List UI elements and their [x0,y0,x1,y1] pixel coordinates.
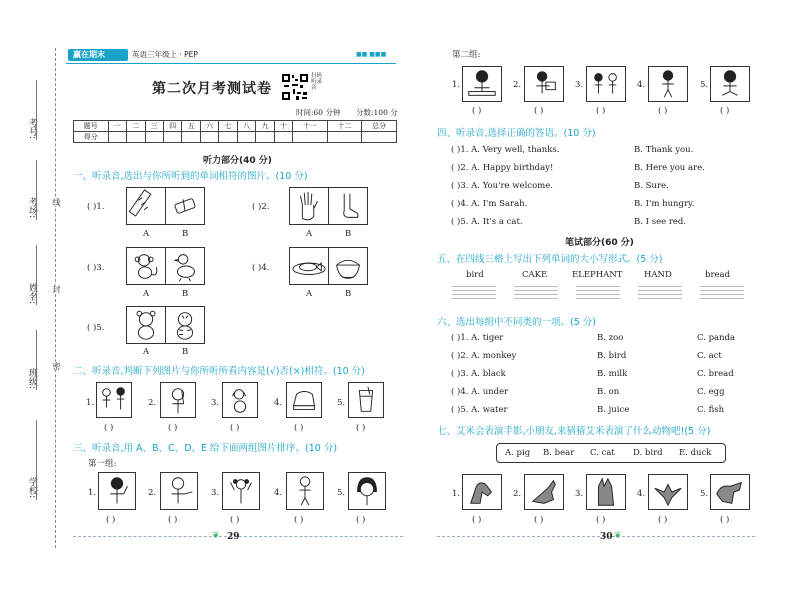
s7-number: 4. [637,489,646,499]
dog-icon [232,390,245,413]
s2-picture-1[interactable] [96,382,132,418]
score-cell: 一 [108,121,126,132]
s2-answer-4[interactable]: ( ) [294,423,304,433]
group-2-label: 第二组: [452,50,481,60]
s1-item-4-number[interactable]: ( )4. [252,263,270,273]
rice-picture[interactable] [328,247,368,285]
s7-choice: B. bear [543,448,575,458]
s4-option-b-5: B. I see red. [634,217,687,227]
s6-option-b-2: B. bird [597,351,627,361]
score-table [73,120,397,143]
score-cell: 五 [182,121,200,132]
duck-picture[interactable] [165,247,205,285]
option-b-label: B [182,289,189,299]
s7-answer-5[interactable]: ( ) [720,515,730,525]
four-line-grid[interactable] [452,286,496,302]
s7-number: 2. [513,489,522,499]
s7-answer-1[interactable]: ( ) [472,515,482,525]
s4-option-b-3: B. Sure. [634,181,669,191]
option-a-label: A [143,289,150,299]
g2-number: 2. [513,80,522,90]
score-entry[interactable] [182,132,200,143]
boy-sitting-icon [722,71,737,96]
s5-word: CAKE [522,270,548,280]
option-b-label: B [182,347,189,357]
ruler-icon [129,190,150,216]
juice-glass-icon [359,387,372,412]
footer-rule [437,536,755,537]
hand-icon [300,192,317,220]
gutter-write-line[interactable] [36,420,37,500]
boy-touching-head-icon [172,389,183,414]
s5-word: bread [705,270,731,280]
exam-score: 分数:100 分 [356,108,398,117]
s1-item-5-number[interactable]: ( )5. [87,323,105,333]
s6-option-b-1: B. zoo [597,333,624,343]
g2-answer-3[interactable]: ( ) [596,106,606,116]
hand-shadow-icon [655,484,681,505]
option-b-label: B [182,229,189,239]
page-number-left: 29 [227,532,240,542]
boy-pointing-icon [171,478,192,504]
s6-option-c-2: C. act [697,351,722,361]
s6-option-c-5: C. fish [697,405,725,415]
s7-number: 1. [452,489,461,499]
s2-picture-5[interactable] [348,382,384,418]
eraser-icon [174,198,195,213]
s3-number: 1. [88,488,97,498]
fish-picture[interactable] [289,247,329,285]
s3-answer-3[interactable]: ( ) [230,515,240,525]
girl-reading-icon [536,72,555,94]
score-cell: 二 [127,121,145,132]
s3-picture-1[interactable] [98,472,136,510]
g2-picture-1[interactable] [462,66,502,102]
score-entry[interactable] [274,132,292,143]
s2-number: 2. [148,398,157,408]
two-people-greeting-icon [103,388,125,410]
header-subject: 英语三年级上 · PEP [132,50,198,59]
score-cell: 题号 [74,121,109,132]
qr-label: 扫码听录音 [311,73,323,91]
s3-number: 4. [274,488,283,498]
g2-picture-2[interactable] [524,66,564,102]
s7-answer-3[interactable]: ( ) [596,515,606,525]
s4-question-3[interactable]: ( )3. A. You're welcome. [451,181,553,191]
gutter-write-line[interactable] [36,160,37,220]
s5-word: HAND [644,270,672,280]
g2-answer-2[interactable]: ( ) [534,106,544,116]
group-1-label: 第一组: [88,459,117,469]
s6-option-c-3: C. bread [697,369,734,379]
two-kids-icon [595,74,617,94]
s7-shadow-picture-2[interactable] [524,474,564,510]
score-entry[interactable] [293,132,328,143]
bear-icon [137,311,155,339]
s5-word: bird [466,270,484,280]
g2-answer-5[interactable]: ( ) [720,106,730,116]
s1-item-3-number[interactable]: ( )3. [87,263,105,273]
header-right-note: ■■ ■■■ [356,51,387,58]
exam-time: 时间:60 分钟 [296,108,341,117]
g2-number: 4. [637,80,646,90]
score-cell: 十一 [293,121,328,132]
s4-question-1[interactable]: ( )1. A. Very well, thanks. [451,145,560,155]
ruler-picture[interactable] [126,187,166,225]
score-entry[interactable] [108,132,126,143]
s7-answer-4[interactable]: ( ) [658,515,668,525]
bread-icon [294,392,315,410]
qr-code[interactable] [281,73,309,101]
gutter-label-id: 考号: [27,118,37,140]
s6-option-c-1: C. panda [697,333,736,343]
score-cell: 三 [145,121,163,132]
option-b-label: B [345,229,352,239]
s6-option-b-4: B. on [597,387,620,397]
four-line-grid[interactable] [514,286,558,302]
s6-question-3[interactable]: ( )3. A. black [451,369,506,379]
s3-picture-2[interactable] [160,472,198,510]
section-7-title: 七、艾米会表演手影,小朋友,来猜猜艾米表演了什么动物吧!(5 分) [437,426,711,437]
g2-number: 1. [452,80,461,90]
s2-answer-1[interactable]: ( ) [104,423,114,433]
hand-shadow-icon [533,481,556,504]
foot-icon [344,194,358,218]
s2-number: 5. [337,398,346,408]
s7-shadow-picture-4[interactable] [648,474,688,510]
s6-question-5[interactable]: ( )5. A. water [451,405,508,415]
score-cell: 九 [256,121,274,132]
option-a-label: A [306,289,313,299]
score-cell: 七 [219,121,237,132]
s2-answer-2[interactable]: ( ) [168,423,178,433]
tiger-picture[interactable] [165,306,205,344]
g2-answer-1[interactable]: ( ) [472,106,482,116]
s2-answer-5[interactable]: ( ) [356,423,366,433]
gutter-mark-seal: 封 [52,285,61,293]
s2-number: 1. [86,398,95,408]
g2-picture-4[interactable] [648,66,688,102]
hand-shadow-icon [598,479,613,505]
monkey-icon [135,255,157,279]
page-header [66,46,396,64]
leaf-icon: ❦ [614,531,622,541]
section-4-title: 四、听录音,选择正确的答语。(10 分) [437,128,596,139]
score-entry[interactable] [327,132,362,143]
score-cell: 四 [163,121,181,132]
s3-picture-3[interactable] [222,472,260,510]
tiger-icon [177,313,192,340]
binding-line [55,48,56,548]
girl-face-icon [358,478,377,505]
s7-shadow-picture-1[interactable] [462,474,502,510]
duck-icon [175,255,195,282]
hand-shadow-icon [717,483,742,504]
eraser-picture[interactable] [165,187,205,225]
s2-picture-2[interactable] [160,382,196,418]
s3-answer-4[interactable]: ( ) [294,515,304,525]
hand-picture[interactable] [289,187,329,225]
s3-answer-5[interactable]: ( ) [356,515,366,525]
s3-picture-4[interactable] [286,472,324,510]
s1-item-2-number[interactable]: ( )2. [252,202,270,212]
s2-picture-3[interactable] [222,382,258,418]
fish-icon [293,263,325,274]
score-table-score-row [74,132,397,143]
g2-number: 5. [700,80,709,90]
s3-picture-5[interactable] [348,472,386,510]
s2-answer-3[interactable]: ( ) [230,423,240,433]
score-cell: 十 [274,121,292,132]
s2-number: 3. [211,398,220,408]
rice-bowl-icon [337,260,360,278]
header-rule [66,63,396,64]
section-6-title: 六、选出每组中不同类的一项。(5 分) [437,317,596,328]
section-5-title: 五、在四线三格上写出下列单词的大小写形式。(5 分) [437,254,663,265]
score-entry[interactable] [127,132,145,143]
s7-shadow-picture-5[interactable] [710,474,750,510]
leaf-icon: ❦ [212,531,220,541]
score-entry[interactable] [200,132,218,143]
page-number-right: 30 [600,532,613,542]
gutter-mark-line: 线 [52,198,61,206]
s4-question-5[interactable]: ( )5. A. It's a cat. [451,217,523,227]
hand-shadow-icon [471,483,492,503]
s2-number: 4. [274,398,283,408]
s1-item-1-number[interactable]: ( )1. [87,202,105,212]
option-a-label: A [143,347,150,357]
s3-number: 2. [148,488,157,498]
listening-section-title: 听力部分(40 分) [203,156,272,166]
girl-standing-icon [662,71,673,97]
s6-option-b-5: B. juice [597,405,630,415]
exam-title: 第二次月考测试卷 [152,81,272,97]
s5-word: ELEPHANT [572,270,623,280]
section-2-title: 二、听录音,判断下列图片与你所听所看内容是(√)否(×)相符。(10 分) [73,366,365,377]
four-line-grid[interactable] [700,286,744,302]
foot-picture[interactable] [328,187,368,225]
brand-logo [68,49,128,61]
gutter-write-line[interactable] [36,80,37,140]
girl-arms-up-icon [231,480,252,504]
s7-choice: E. duck [679,448,712,458]
gutter-label-room: 考场: [27,197,37,219]
score-cell: 八 [237,121,255,132]
score-entry[interactable] [362,132,397,143]
s6-question-1[interactable]: ( )1. A. tiger [451,333,504,343]
s7-choice: C. cat [590,448,615,458]
score-entry[interactable] [219,132,237,143]
s7-choice: A. pig [505,448,531,458]
score-cell: 得分 [74,132,109,143]
boy-at-desk-icon [469,71,495,96]
s7-answer-2[interactable]: ( ) [534,515,544,525]
gutter-label-school: 学校: [27,477,37,499]
score-table-header-row [74,121,397,132]
s3-answer-2[interactable]: ( ) [168,515,178,525]
s6-option-c-4: C. egg [697,387,725,397]
s6-question-2[interactable]: ( )2. A. monkey [451,351,517,361]
score-entry[interactable] [256,132,274,143]
boy-standing-icon [299,477,310,505]
score-cell: 六 [200,121,218,132]
s4-option-b-1: B. Thank you. [634,145,694,155]
s6-question-4[interactable]: ( )4. A. under [451,387,509,397]
option-a-label: A [306,229,313,239]
score-entry[interactable] [145,132,163,143]
option-a-label: A [143,229,150,239]
g2-number: 3. [575,80,584,90]
s7-number: 3. [575,489,584,499]
gutter-label-class: 班级: [27,368,37,390]
g2-answer-4[interactable]: ( ) [658,106,668,116]
gutter-mark-close: 密 [52,362,61,370]
s4-option-b-2: B. Here you are. [634,163,705,173]
s3-number: 5. [337,488,346,498]
s4-question-2[interactable]: ( )2. A. Happy birthday! [451,163,554,173]
brand-text: 赢在期末 [73,50,105,59]
s3-answer-1[interactable]: ( ) [106,515,116,525]
s3-number: 3. [211,488,220,498]
s6-option-b-3: B. milk [597,369,628,379]
boy-waving-icon [110,478,127,504]
score-entry[interactable] [163,132,181,143]
g2-picture-3[interactable] [586,66,626,102]
score-cell: 十二 [327,121,362,132]
bear-picture[interactable] [126,306,166,344]
section-3-title: 三、听录音,用 A、B、C、D、E 给下面两组图片排序。(10 分) [73,443,338,454]
four-line-grid[interactable] [638,286,682,302]
s2-picture-4[interactable] [286,382,322,418]
gutter-label-name: 姓名: [27,283,37,305]
gutter-write-line[interactable] [36,245,37,305]
s7-shadow-picture-3[interactable] [586,474,626,510]
gutter-write-line[interactable] [36,330,37,390]
s7-number: 5. [700,489,709,499]
s7-choice: D. bird [633,448,663,458]
score-cell: 总分 [362,121,397,132]
four-line-grid[interactable] [576,286,620,302]
score-entry[interactable] [237,132,255,143]
option-b-label: B [345,289,352,299]
writing-section-title: 笔试部分(60 分) [565,238,634,248]
g2-picture-5[interactable] [710,66,750,102]
s4-option-b-4: B. I'm hungry. [634,199,695,209]
section-1-title: 一、听录音,选出与你所听到的单词相符的图片。(10 分) [73,171,308,182]
monkey-picture[interactable] [126,247,166,285]
s4-question-4[interactable]: ( )4. A. I'm Sarah. [451,199,528,209]
